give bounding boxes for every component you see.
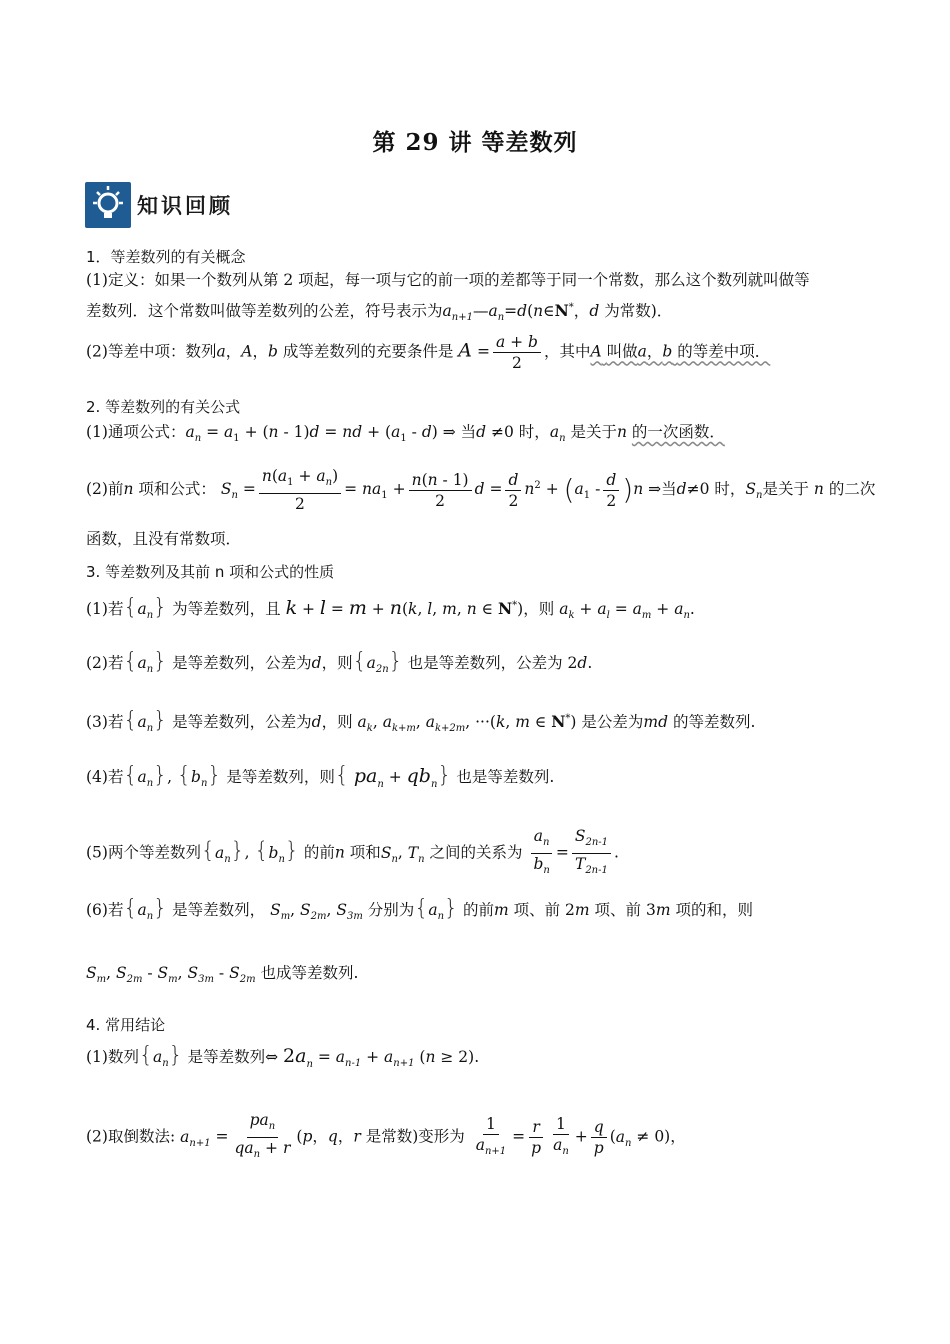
conclusion-1: (1)数列$\{a_n\}$ 是等差数列⇔ $2a_n = a_{n-1} + a_{n+1}$ (n ≥ 2). bbox=[86, 1043, 480, 1070]
lightbulb-icon bbox=[85, 182, 131, 228]
sum-formula-cont: 函数，且没有常数项． bbox=[86, 530, 242, 548]
section-3-heading: 3. 等差数列及其前 n 项和公式的性质 bbox=[86, 563, 335, 581]
section-4-heading: 4. 常用结论 bbox=[86, 1016, 166, 1034]
definition-line-1: (1)定义：如果一个数列从第 2 项起，每一项与它的前一项的差都等于同一个常数，那么这个数列就叫做等 bbox=[86, 271, 810, 289]
property-3: (3)若$\{a_n\}$ 是等差数列，公差为d，则 $a_k$, $a_{k+m}$, $a_{k+2m}$, ···(k, m ∈ N*) 是公差为md 的等差数列. bbox=[86, 708, 756, 735]
arithmetic-mean-line: (2)等差中项：数列a，A，b 成等差数列的充要条件是 A = $\frac{a + b}{2}$ ，其中A 叫做a，b 的等差中项． bbox=[86, 333, 771, 372]
property-6: (6)若$\{a_n\}$ 是等差数列， $S_m$, $S_{2m}$, $S_{3m}$ 分别为$\{a_n\}$ 的前m 项、前 2m 项、前 3m 项的和，则 bbox=[86, 896, 753, 923]
knowledge-review-banner bbox=[85, 180, 233, 230]
definition-line-2: 差数列．这个常数叫做等差数列的公差，符号表示为$a_{n+1}—a_n=d(n\in N^*$，d 为常数)． bbox=[86, 301, 673, 324]
general-term-formula: (1)通项公式：$a_n = a_1 + (n - 1)d$ = nd + $(a_1 - d)$ ⇒ 当d ≠0 时，$a_n$ 是关于n 的一次函数． bbox=[86, 423, 725, 445]
banner-title: 知识回顾 bbox=[137, 194, 233, 218]
property-5: (5)两个等差数列$\{a_n\}$, $\{b_n\}$ 的前n 项和$S_n$, $T_n$ 之间的关系为 $\frac{a_n}{b_n}$ = $\frac{S_{2n-1}}{T_{2n-1}}$ . bbox=[86, 827, 619, 877]
property-6-cont: $S_m$, $S_{2m} - S_m$, $S_{3m} - S_{2m}$ 也成等差数列. bbox=[86, 964, 359, 986]
conclusion-2: (2)取倒数法: $a_{n+1}$ = $\frac{pa_n}{qa_n + r}$ (p，q，r 是常数)变形为 $\frac{1}{a_{n+1}}$ = $\frac{r}{p}$ $\frac{1}{a_n}$ + $\frac{q}{p}$ $(a_n \ne 0)$， bbox=[86, 1111, 686, 1161]
property-2: (2)若$\{a_n\}$ 是等差数列，公差为d，则$\{a_{2n}\}$ 也是等差数列，公差为 2d. bbox=[86, 649, 593, 676]
section-1-heading: 1．等差数列的有关概念 bbox=[86, 248, 246, 266]
property-4: (4)若$\{a_n\}$, $\{b_n\}$ 是等差数列，则{ $pa_n + qb_n$} 也是等差数列. bbox=[86, 763, 555, 790]
sum-formula: (2)前n 项和公式： $S_n$ = $\frac{n(a_1 + a_n)}{2}$ = $na_1$ + $\frac{n(n - 1)}{2}$ d = $\frac{d}{2}$ $n^2 + (a_1$ - $\frac{d}{2}$ )n ⇒当d≠0 时，$S_n$是关于 n 的二次 bbox=[86, 467, 876, 514]
page-title: 第 29 讲 等差数列 bbox=[372, 129, 578, 156]
section-2-heading: 2. 等差数列的有关公式 bbox=[86, 398, 241, 416]
property-1: (1)若$\{a_n\}$ 为等差数列，且 k + l = m + n(k, l, m, n ∈ N*)，则 $a_k + a_l = a_m + a_n$. bbox=[86, 595, 695, 622]
